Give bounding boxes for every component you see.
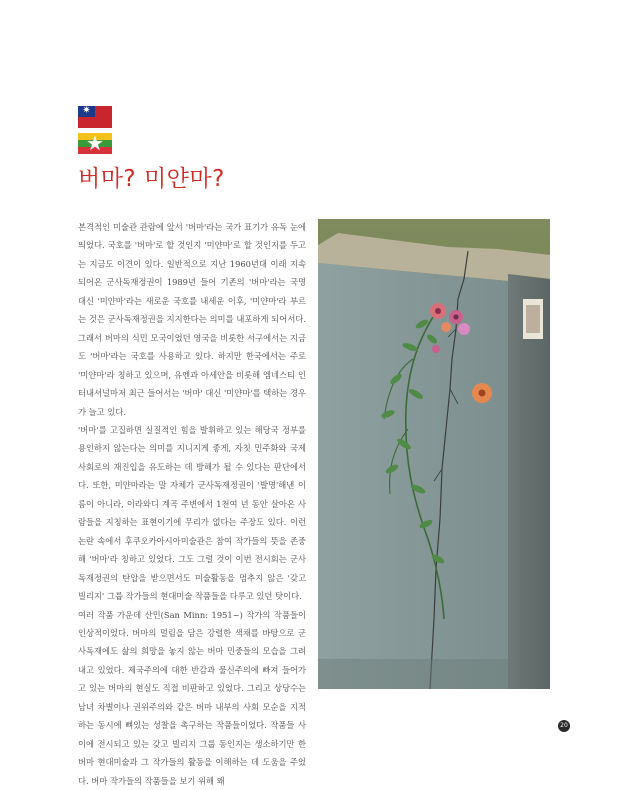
star-icon: ★	[86, 131, 104, 155]
page-number: 20	[558, 720, 570, 732]
mural-wall-photo	[318, 219, 550, 689]
myanmar-flag-icon	[78, 133, 112, 154]
article-body	[78, 218, 306, 790]
paragraph: 여러 작품 가운데 산민(San Minn: 1951~) 작가의 작품들이 인상적이었다. 버마의 멀림을 담은 강렬한 색채를 바탕으로 군사독재에도 삶의 희망을 놓지 않는 버마 민중들의 모습을 그려내고 있었다. 제국주의에 대한 반감과 물신주의에 빠져 들어가고 있는 버마의 현실도 직접 비판하고 있었다. 그리고 상당수는 남녀 차별이나 권위주의와 같은 버마 내부의 사회 모순을 지적하는 동시에 뼈있는 성찰을 촉구하는 작품들이었다. 작품들 사이에 전시되고 있는 갖고 빌리지 그룹 동인지는 생소하기만 한 버마 현대미술과 그 작가들의 활동을 이해하는 데 도움을 주었다. 버마 작가들의 작품들을 보기 위해 왜	[78, 609, 306, 786]
star-icon: ✷	[82, 105, 91, 116]
page-title: 버마? 미얀마?	[78, 166, 225, 192]
old-burma-flag-icon	[78, 106, 112, 128]
paragraph: 본격적인 미술관 관람에 앞서 '버마'라는 국가 표기가 유독 눈에 띄었다. 국호를 '버마'로 할 것인지 '미얀마'로 할 것인지를 두고는 지금도 이견이 있다. 일반적으로 지난 1960년대 이래 지속되어온 군사독재정권이 1989년 들어 기존의 '버마'라는 국명 대신 '미얀마'라는 새로운 국호를 내세운 이후, '미얀마'라 부르는 것은 군사독재정권을 지지한다는 의미를 내포하게 되어서다. 그래서 버마의 식민 모국이었던 영국을 비롯한 서구에서는 지금도 '버마'라는 국호를 사용하고 있다. 하지만 한국에서는 주로 '미얀마'라 칭하고 있으며, 유엔과 아세안을 비롯해 엠네스티 인터내셔널마저 최근 들어서는 '버마' 대신 '미얀마'를 택하는 경우가 늘고 있다.	[78, 222, 306, 417]
flag-canton	[78, 106, 95, 117]
paragraph: '버마'를 고집하면 실질적인 힘을 발휘하고 있는 해당국 정부를 용인하지 않는다는 의미를 지니지게 좋게, 자칫 민주화와 국제사회로의 재진입을 유도하는 데 방해가 될 수 있다는 판단에서다. 또한, 미얀마라는 말 자체가 군사독재정권이 '발명'해낸 이름이 아니라, 이라와디 계곡 주변에서 1천여 년 동안 살아온 사람들을 지칭하는 표현이기에 무리가 없다는 주장도 있다. 이런 논란 속에서 후쿠오카아시아미술관은 참여 작가들의 뜻을 존중해 '버마'라 칭하고 있었다. 그도 그럴 것이 이번 전시회는 군사독재정권의 탄압을 받으면서도 미술활동을 멈추지 않은 '갖고 빌리지' 그룹 작가들의 현대미술 작품들을 다루고 있던 탓이다.	[78, 424, 306, 602]
